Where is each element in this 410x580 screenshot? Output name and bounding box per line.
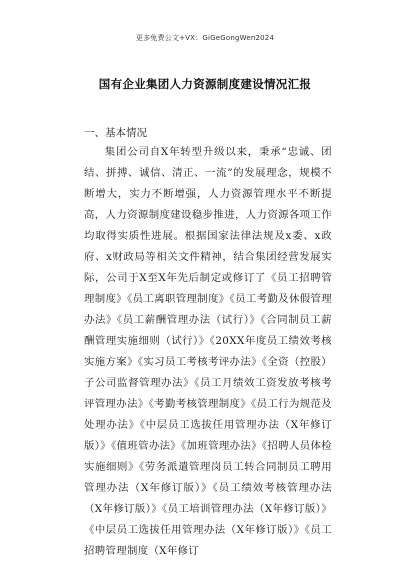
- section-heading-basic-info: 一、基本情况: [84, 127, 147, 139]
- body-paragraph: 集团公司自X年转型升级以来，秉承“忠诚、团结、拼搏、诚信、清正、一流”的发展理念，规模不断增大，实力不断增强，人力资源管理水平不断提高，人力资源制度建设稳步推进，人力资源各项工作均取得实质性进展。根据国家法律法规及x委、x政府、x财政局等相关文件精神，结合集团经营发展实际，公司于X至X年先后制定或修订了《员工招聘管理制度》《员工离职管理制度》《员工考勤及休假管理办法》《员工薪酬管理办法（试行）》《合同制员工薪酬管理实施细则（试行）》《20XX年度员工绩效考核实施方案》《实习员工考核考评办法》《全资（控股）子公司监督管理办法》《员工月绩效工资发放考核考评管理办法》《考勤考核管理制度》《员工行为规范及处理办法》《中层员工选拔任用管理办法（X年修订版）》《值班管办法》《加班管理办法》《招聘人员体检实施细则》《劳务派遣管理岗员工转合同制员工聘用管理办法（X年修订版）》《员工绩效考核管理办法（X年修订版）》《员工培训管理办法（X年修订版）》《中层员工选拔任用管理办法（X年修订版）》《员工招聘管理制度（X年修订: [84, 146, 332, 557]
- header-watermark: 更多免费公文+VX：GiGeGongWen2024: [135, 34, 275, 42]
- document-title: 国有企业集团人力资源制度建设情况汇报: [98, 77, 312, 91]
